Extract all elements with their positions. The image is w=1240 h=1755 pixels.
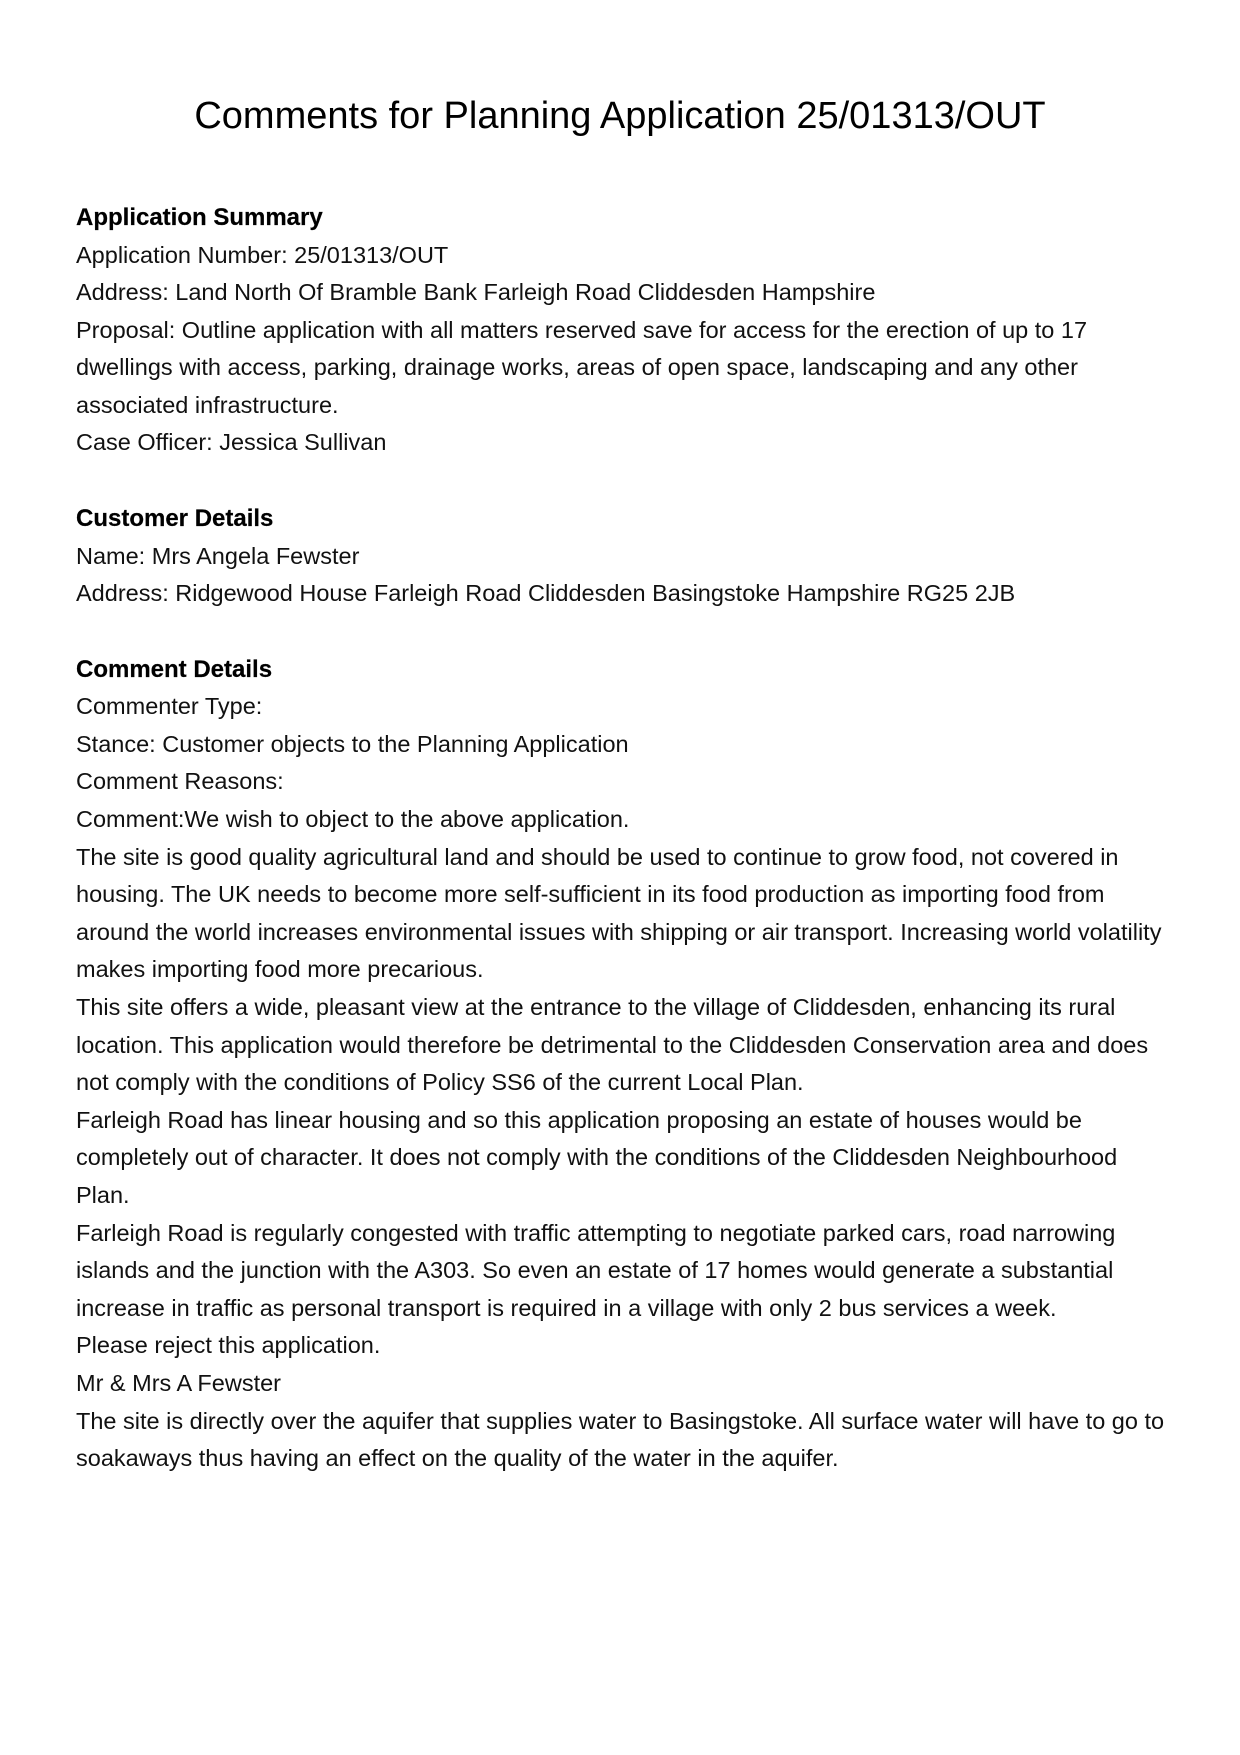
comment-details-section — [76, 651, 1176, 1478]
customer-details-section — [76, 500, 1176, 613]
proposal: Proposal: Outline application with all matters reserved save for access for the erection of up to 17 dwellings with access, parking, drainage works, areas of open space, landscaping and any other associated infrastructure. — [76, 316, 1088, 418]
comment-reasons: Comment Reasons: — [76, 768, 284, 795]
comment-paragraph: Farleigh Road is regularly congested with traffic attempting to negotiate parked cars, road narrowing islands and the junction with the A303. So even an estate of 17 homes would generate a substantial increase in traffic as personal transport is required in a village with only 2 bus services a week. — [76, 1219, 1116, 1321]
comment-details-heading: Comment Details — [76, 655, 273, 683]
customer-details-heading: Customer Details — [76, 505, 274, 533]
application-summary-heading: Application Summary — [76, 204, 323, 231]
comment-paragraph: The site is directly over the aquifer that supplies water to Basingstoke. All surface water will have to go to soakaways thus having an effect on the quality of the water in the aquifer. — [76, 1407, 1165, 1472]
comment-paragraph: This site offers a wide, pleasant view at the entrance to the village of Cliddesden, enhancing its rural location. This application would therefore be detrimental to the Cliddesden Conservation area and does not comply with the conditions of Policy SS6 of the current Local Plan. — [76, 994, 1149, 1096]
comment-paragraph: The site is good quality agricultural land and should be used to continue to grow food, not covered in housing. The UK needs to become more self-sufficient in its food production as importing food from around the world increases environmental issues with shipping or air transport. Increasing world volatility makes importing food more precarious. — [76, 843, 1162, 983]
comment-paragraph: Please reject this application. — [76, 1332, 381, 1359]
page-title: Comments for Planning Application 25/01313/OUT — [194, 95, 1046, 137]
application-summary-section — [76, 199, 1176, 462]
comment-paragraph: Farleigh Road has linear housing and so this application proposing an estate of houses would be completely out of character. It does not comply with the conditions of the Cliddesden Neighbourhood Plan. — [76, 1106, 1118, 1208]
comment-signature: Mr & Mrs A Fewster — [76, 1369, 281, 1396]
comment-intro: Comment:We wish to object to the above application. — [76, 806, 630, 833]
commenter-type: Commenter Type: — [76, 693, 263, 720]
case-officer: Case Officer: Jessica Sullivan — [76, 429, 387, 456]
site-address: Address: Land North Of Bramble Bank Farleigh Road Cliddesden Hampshire — [76, 279, 876, 306]
customer-address: Address: Ridgewood House Farleigh Road Cliddesden Basingstoke Hampshire RG25 2JB — [76, 580, 1016, 607]
document-body — [76, 199, 1176, 1516]
stance: Stance: Customer objects to the Planning Application — [76, 730, 629, 757]
application-number: Application Number: 25/01313/OUT — [76, 241, 449, 268]
customer-name: Name: Mrs Angela Fewster — [76, 542, 360, 569]
